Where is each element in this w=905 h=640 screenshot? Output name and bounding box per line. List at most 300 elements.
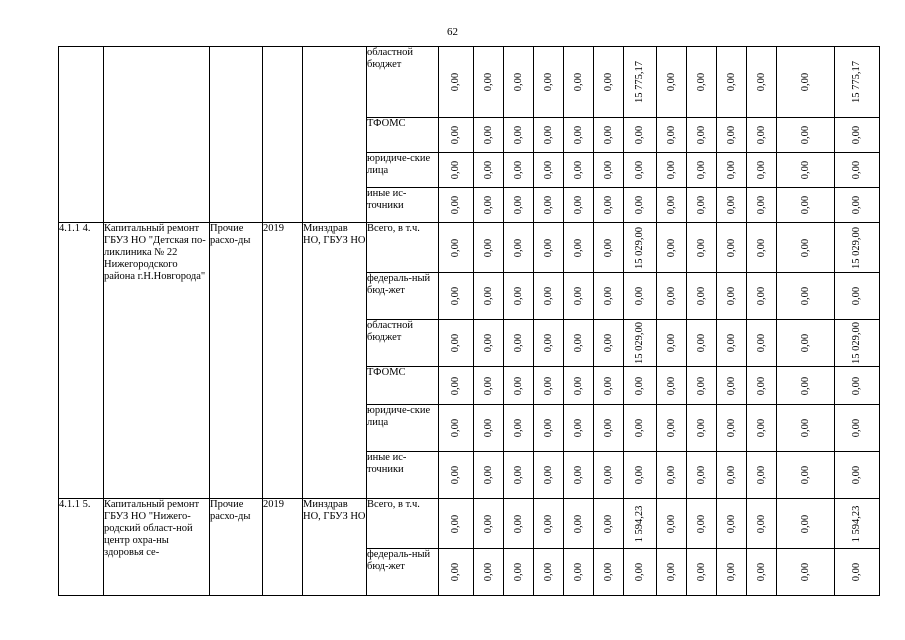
value-cell (747, 118, 777, 153)
value-text: 0,00 (695, 333, 707, 353)
value-text: 15 029,00 (633, 226, 645, 269)
value-cell (439, 549, 474, 596)
value-text: 0,00 (695, 562, 707, 582)
year-cell (263, 47, 303, 223)
value-text: 0,00 (799, 125, 811, 145)
value-text: 0,00 (602, 160, 614, 180)
value-cell (747, 153, 777, 188)
value-text: 0,00 (725, 333, 737, 353)
value-cell (687, 549, 717, 596)
value-cell (747, 405, 777, 452)
value-cell (504, 499, 534, 549)
value-cell (777, 47, 835, 118)
value-cell (657, 405, 687, 452)
value-text: 0,00 (665, 238, 677, 257)
value-cell (687, 118, 717, 153)
value-cell (504, 223, 534, 273)
value-cell (624, 223, 657, 273)
value-cell (687, 273, 717, 320)
value-cell (564, 273, 594, 320)
value-text: 0,00 (633, 125, 645, 145)
value-text: 0,00 (482, 286, 494, 306)
value-text: 0,00 (482, 376, 494, 395)
value-text: 0,00 (449, 286, 461, 306)
value-text: 0,00 (449, 562, 461, 582)
value-cell (474, 405, 504, 452)
value-cell (657, 47, 687, 118)
value-text: 0,00 (755, 562, 767, 582)
value-text: 0,00 (799, 195, 811, 215)
value-text: 0,00 (799, 514, 811, 533)
value-text: 0,00 (449, 72, 461, 92)
value-text: 0,00 (542, 72, 554, 92)
value-cell (594, 367, 624, 405)
value-cell (717, 405, 747, 452)
budget-table (58, 46, 880, 596)
value-text: 0,00 (725, 238, 737, 257)
value-text: 0,00 (755, 72, 767, 92)
value-cell (564, 188, 594, 223)
value-text: 0,00 (572, 125, 584, 145)
value-text: 0,00 (850, 160, 862, 180)
value-text: 0,00 (850, 465, 862, 485)
value-cell (777, 153, 835, 188)
value-text: 0,00 (449, 195, 461, 215)
value-cell (657, 549, 687, 596)
value-text: 0,00 (572, 514, 584, 533)
value-cell (534, 188, 564, 223)
value-text: 0,00 (799, 160, 811, 180)
value-cell (777, 273, 835, 320)
value-cell (687, 452, 717, 499)
expense-type-cell: Прочие расхо-ды (210, 223, 263, 499)
value-cell (624, 153, 657, 188)
value-cell (717, 452, 747, 499)
value-text: 0,00 (602, 562, 614, 582)
value-text: 1 594,23 (633, 505, 645, 542)
value-cell (777, 549, 835, 596)
value-cell (717, 47, 747, 118)
value-text: 0,00 (755, 160, 767, 180)
item-code-cell: 4.1.1 4. (59, 223, 104, 499)
value-cell (657, 320, 687, 367)
value-text: 0,00 (850, 562, 862, 582)
value-text: 0,00 (799, 72, 811, 92)
value-text: 0,00 (695, 160, 707, 180)
value-text: 0,00 (602, 238, 614, 257)
value-text: 0,00 (482, 195, 494, 215)
value-text: 0,00 (482, 562, 494, 582)
value-cell (564, 549, 594, 596)
funding-source-cell: Всего, в т.ч. (367, 499, 439, 549)
value-text: 0,00 (512, 160, 524, 180)
funding-source-cell: ТФОМС (367, 367, 439, 405)
value-cell (657, 367, 687, 405)
value-text: 15 775,17 (633, 61, 645, 103)
value-text: 0,00 (512, 418, 524, 438)
value-text: 0,00 (799, 286, 811, 306)
value-text: 0,00 (755, 286, 767, 306)
value-text: 0,00 (665, 376, 677, 395)
item-name-cell (104, 47, 210, 223)
value-cell (747, 273, 777, 320)
value-cell (564, 223, 594, 273)
value-text: 0,00 (512, 72, 524, 92)
value-text: 0,00 (542, 376, 554, 395)
funding-source-cell: областной бюджет (367, 47, 439, 118)
value-cell (717, 499, 747, 549)
value-cell (777, 499, 835, 549)
value-text: 0,00 (512, 465, 524, 485)
value-cell (835, 223, 880, 273)
value-cell (777, 452, 835, 499)
value-cell (835, 549, 880, 596)
value-text: 0,00 (602, 418, 614, 438)
value-cell (777, 367, 835, 405)
value-text: 0,00 (572, 238, 584, 257)
value-text: 0,00 (695, 195, 707, 215)
value-cell (504, 405, 534, 452)
value-cell (504, 188, 534, 223)
value-cell (439, 223, 474, 273)
value-text: 0,00 (482, 418, 494, 438)
value-text: 0,00 (482, 333, 494, 353)
value-cell (835, 273, 880, 320)
executor-cell: Минздрав НО, ГБУЗ НО (303, 223, 367, 499)
value-text: 0,00 (482, 238, 494, 257)
value-cell (687, 188, 717, 223)
year-cell: 2019 (263, 499, 303, 596)
value-cell (747, 367, 777, 405)
value-text: 0,00 (755, 195, 767, 215)
value-text: 0,00 (725, 514, 737, 533)
funding-source-cell: иные ис-точники (367, 452, 439, 499)
value-text: 0,00 (799, 238, 811, 257)
value-text: 0,00 (725, 125, 737, 145)
value-text: 0,00 (665, 562, 677, 582)
value-cell (474, 499, 504, 549)
value-cell (594, 320, 624, 367)
value-text: 0,00 (725, 160, 737, 180)
value-text: 0,00 (725, 286, 737, 306)
value-text: 0,00 (665, 125, 677, 145)
value-text: 0,00 (572, 160, 584, 180)
value-text: 0,00 (633, 286, 645, 306)
value-text: 0,00 (449, 418, 461, 438)
value-cell (624, 452, 657, 499)
value-text: 0,00 (542, 238, 554, 257)
value-cell (504, 118, 534, 153)
value-cell (534, 452, 564, 499)
value-cell (474, 367, 504, 405)
value-cell (534, 367, 564, 405)
value-text: 0,00 (449, 160, 461, 180)
value-text: 0,00 (755, 514, 767, 533)
value-text: 0,00 (449, 376, 461, 395)
value-text: 0,00 (799, 376, 811, 395)
page-number: 62 (447, 26, 458, 38)
funding-source-cell: областной бюджет (367, 320, 439, 367)
value-cell (564, 452, 594, 499)
value-text: 0,00 (482, 125, 494, 145)
value-text: 0,00 (665, 514, 677, 533)
value-cell (594, 273, 624, 320)
value-text: 1 594,23 (850, 505, 862, 542)
value-cell (439, 452, 474, 499)
value-cell (594, 153, 624, 188)
value-text: 0,00 (725, 195, 737, 215)
value-text: 0,00 (542, 514, 554, 533)
expense-type-cell: Прочие расхо-ды (210, 499, 263, 596)
table-row (59, 499, 880, 549)
value-cell (504, 549, 534, 596)
value-cell (717, 273, 747, 320)
value-cell (474, 320, 504, 367)
value-text: 0,00 (602, 514, 614, 533)
value-text: 0,00 (665, 465, 677, 485)
value-cell (777, 188, 835, 223)
executor-cell: Минздрав НО, ГБУЗ НО (303, 499, 367, 596)
value-cell (534, 118, 564, 153)
value-text: 0,00 (572, 72, 584, 92)
value-cell (747, 188, 777, 223)
value-cell (687, 499, 717, 549)
value-cell (777, 118, 835, 153)
value-cell (687, 320, 717, 367)
funding-source-cell: юридиче-ские лица (367, 153, 439, 188)
value-text: 0,00 (665, 72, 677, 92)
value-cell (835, 47, 880, 118)
value-text: 15 029,00 (850, 226, 862, 269)
value-text: 0,00 (799, 465, 811, 485)
value-cell (439, 153, 474, 188)
table-body (59, 47, 880, 596)
value-text: 0,00 (572, 376, 584, 395)
value-cell (835, 405, 880, 452)
value-text: 0,00 (542, 286, 554, 306)
value-text: 0,00 (633, 562, 645, 582)
value-cell (687, 153, 717, 188)
value-text: 0,00 (850, 418, 862, 438)
funding-source-cell: иные ис-точники (367, 188, 439, 223)
executor-cell (303, 47, 367, 223)
value-cell (624, 499, 657, 549)
value-cell (835, 153, 880, 188)
value-cell (835, 188, 880, 223)
value-cell (747, 320, 777, 367)
value-cell (777, 320, 835, 367)
value-text: 0,00 (449, 333, 461, 353)
value-cell (474, 188, 504, 223)
value-text: 0,00 (633, 465, 645, 485)
value-cell (747, 499, 777, 549)
value-text: 0,00 (572, 333, 584, 353)
value-cell (504, 320, 534, 367)
value-cell (594, 47, 624, 118)
value-text: 0,00 (482, 72, 494, 92)
value-cell (835, 367, 880, 405)
value-cell (534, 153, 564, 188)
value-text: 0,00 (695, 376, 707, 395)
funding-source-cell: юридиче-ские лица (367, 405, 439, 452)
item-code-cell: 4.1.1 5. (59, 499, 104, 596)
value-cell (504, 153, 534, 188)
value-cell (534, 549, 564, 596)
value-text: 0,00 (850, 286, 862, 306)
value-cell (657, 118, 687, 153)
value-text: 0,00 (633, 160, 645, 180)
value-cell (687, 223, 717, 273)
value-text: 0,00 (602, 333, 614, 353)
value-cell (564, 47, 594, 118)
value-cell (474, 47, 504, 118)
value-text: 0,00 (665, 286, 677, 306)
expense-type-cell (210, 47, 263, 223)
value-cell (564, 320, 594, 367)
value-cell (564, 118, 594, 153)
value-cell (624, 188, 657, 223)
value-cell (747, 223, 777, 273)
value-cell (534, 47, 564, 118)
value-text: 0,00 (799, 562, 811, 582)
value-text: 0,00 (755, 238, 767, 257)
value-text: 0,00 (633, 195, 645, 215)
value-cell (594, 452, 624, 499)
value-cell (624, 367, 657, 405)
item-code-cell (59, 47, 104, 223)
value-cell (474, 273, 504, 320)
value-text: 0,00 (755, 465, 767, 485)
value-cell (504, 273, 534, 320)
value-text: 0,00 (755, 125, 767, 145)
value-cell (717, 188, 747, 223)
item-name-cell: Капитальный ремонт ГБУЗ НО "Детская по-ликлиника № 22 Нижегородского района г.Н.Новгорода" (104, 223, 210, 499)
value-cell (474, 153, 504, 188)
value-cell (594, 223, 624, 273)
value-text: 0,00 (542, 333, 554, 353)
value-text: 0,00 (542, 418, 554, 438)
value-cell (835, 499, 880, 549)
value-text: 0,00 (725, 465, 737, 485)
value-text: 0,00 (695, 238, 707, 257)
year-cell: 2019 (263, 223, 303, 499)
value-text: 15 029,00 (850, 322, 862, 364)
value-cell (717, 367, 747, 405)
value-text: 0,00 (665, 418, 677, 438)
value-cell (594, 405, 624, 452)
value-cell (564, 499, 594, 549)
value-cell (439, 405, 474, 452)
value-cell (624, 118, 657, 153)
value-cell (657, 188, 687, 223)
value-cell (717, 153, 747, 188)
value-cell (657, 452, 687, 499)
value-cell (717, 320, 747, 367)
value-cell (687, 405, 717, 452)
funding-source-cell: федераль-ный бюд-жет (367, 549, 439, 596)
value-cell (835, 118, 880, 153)
value-cell (624, 273, 657, 320)
table-row (59, 223, 880, 273)
item-name-cell: Капитальный ремонт ГБУЗ НО "Нижего-родский област-ной центр охра-ны здоровья се- (104, 499, 210, 596)
value-cell (534, 320, 564, 367)
value-text: 0,00 (542, 160, 554, 180)
value-text: 0,00 (449, 465, 461, 485)
value-text: 0,00 (512, 125, 524, 145)
value-cell (624, 549, 657, 596)
value-text: 0,00 (602, 465, 614, 485)
value-text: 0,00 (755, 418, 767, 438)
value-text: 0,00 (572, 562, 584, 582)
value-text: 0,00 (695, 514, 707, 533)
value-cell (439, 499, 474, 549)
value-cell (835, 452, 880, 499)
value-text: 0,00 (695, 286, 707, 306)
value-text: 0,00 (633, 376, 645, 395)
value-text: 0,00 (725, 72, 737, 92)
value-text: 0,00 (512, 514, 524, 533)
value-text: 0,00 (850, 376, 862, 395)
value-cell (777, 405, 835, 452)
value-text: 15 775,17 (850, 61, 862, 103)
value-cell (534, 499, 564, 549)
funding-source-cell: федераль-ный бюд-жет (367, 273, 439, 320)
value-text: 0,00 (572, 465, 584, 485)
value-cell (534, 405, 564, 452)
value-text: 0,00 (799, 333, 811, 353)
value-text: 0,00 (695, 418, 707, 438)
value-cell (594, 188, 624, 223)
value-text: 0,00 (512, 238, 524, 257)
value-cell (657, 273, 687, 320)
value-cell (504, 367, 534, 405)
value-text: 0,00 (542, 562, 554, 582)
value-cell (474, 223, 504, 273)
value-text: 0,00 (542, 125, 554, 145)
value-cell (624, 320, 657, 367)
value-text: 15 029,00 (633, 322, 645, 364)
value-text: 0,00 (512, 286, 524, 306)
value-cell (657, 223, 687, 273)
value-cell (439, 273, 474, 320)
value-text: 0,00 (695, 125, 707, 145)
value-cell (504, 452, 534, 499)
value-cell (474, 118, 504, 153)
value-text: 0,00 (542, 195, 554, 215)
value-cell (747, 549, 777, 596)
value-text: 0,00 (633, 418, 645, 438)
value-cell (747, 47, 777, 118)
value-text: 0,00 (482, 160, 494, 180)
value-cell (835, 320, 880, 367)
value-text: 0,00 (755, 333, 767, 353)
value-text: 0,00 (755, 376, 767, 395)
value-text: 0,00 (850, 195, 862, 215)
value-cell (594, 118, 624, 153)
value-text: 0,00 (512, 195, 524, 215)
value-cell (777, 223, 835, 273)
value-text: 0,00 (665, 333, 677, 353)
value-text: 0,00 (725, 562, 737, 582)
table-row (59, 47, 880, 118)
value-cell (717, 223, 747, 273)
funding-source-cell: ТФОМС (367, 118, 439, 153)
value-text: 0,00 (449, 238, 461, 257)
value-cell (564, 153, 594, 188)
value-cell (439, 367, 474, 405)
value-text: 0,00 (725, 376, 737, 395)
value-cell (624, 47, 657, 118)
